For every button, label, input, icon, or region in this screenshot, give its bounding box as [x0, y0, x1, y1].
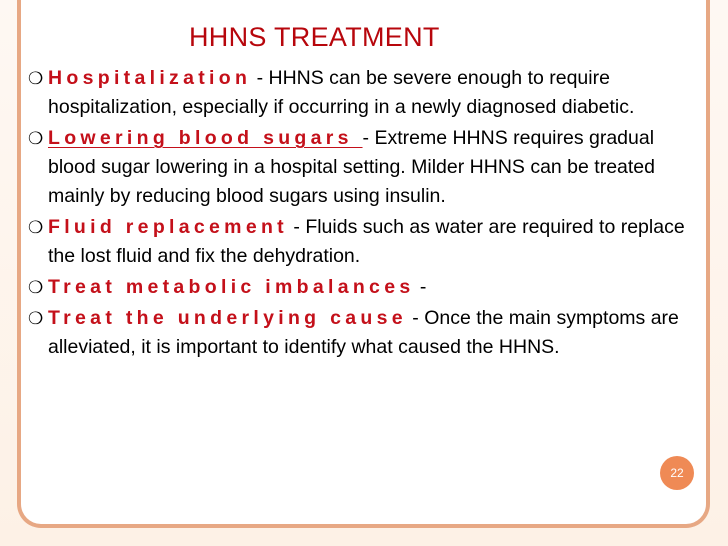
bullet-icon: ❍ — [28, 309, 44, 328]
item-text: - Fluids such as water are required to replace the lost fluid and fix the dehydration. — [48, 216, 685, 267]
item-heading: Treat the underlying cause — [48, 307, 407, 329]
bullet-icon: ❍ — [28, 129, 44, 148]
bullet-list — [28, 64, 690, 362]
item-text: - HHNS can be severe enough to require hospitalization, especially if occurring in a newly diagnosed diabetic. — [48, 67, 635, 118]
list-item — [28, 213, 690, 271]
item-text: - Extreme HHNS requires gradual blood sugar lowering in a hospital setting. Milder HHNS can be treated mainly by reducing blood sugars using insulin. — [48, 127, 655, 207]
item-heading: Lowering blood sugars — [48, 127, 363, 149]
list-item — [28, 304, 690, 362]
page-number-badge: 22 — [660, 456, 694, 490]
list-item — [28, 64, 690, 122]
item-heading: Treat metabolic imbalances — [48, 276, 415, 298]
item-text: - Once the main symptoms are alleviated, it is important to identify what caused the HHNS. — [48, 307, 679, 358]
slide-title: HHNS TREATMENT — [189, 22, 440, 52]
bullet-icon: ❍ — [28, 278, 44, 297]
list-item — [28, 124, 690, 211]
item-text: - — [414, 276, 427, 298]
bullet-icon: ❍ — [28, 218, 44, 237]
bullet-icon: ❍ — [28, 69, 44, 88]
list-item — [28, 273, 690, 302]
item-heading: Hospitalization — [48, 67, 252, 89]
item-heading: Fluid replacement — [48, 216, 288, 238]
